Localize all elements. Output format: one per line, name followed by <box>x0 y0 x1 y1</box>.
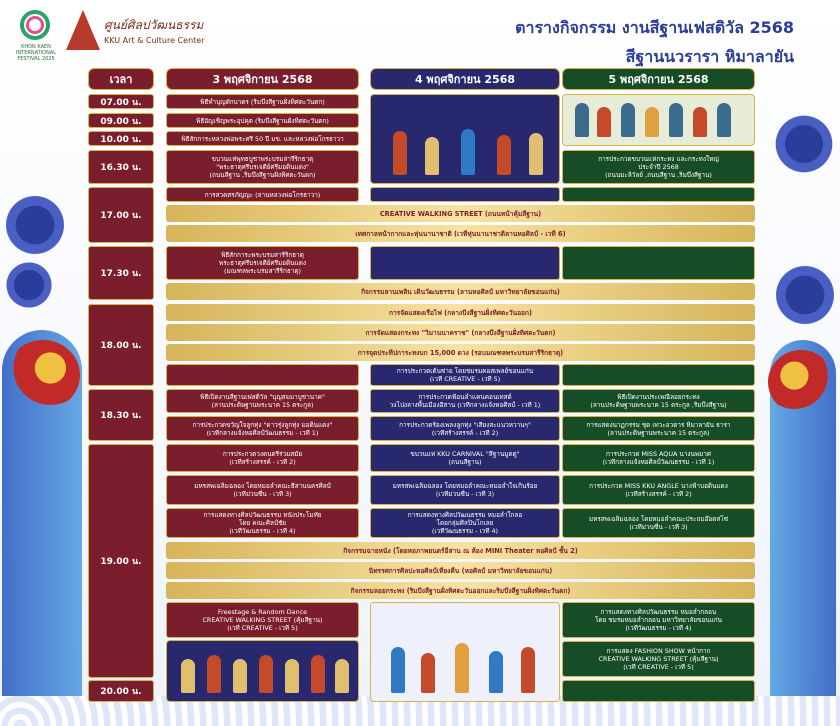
event-night-art-exhibition: นิทรรศการศิลปะหอศิลป์เทียงคืน (หอศิลป์ มหาวิทยาลัยขอนแก่น) <box>166 562 755 579</box>
event-creative-walking-street: CREATIVE WALKING STREET (ถนนหน้าคุ้มสีฐาน) <box>166 205 755 222</box>
event-day3-1900-miss-aqua: การประกวด MISS AQUA นางนพมาศ (เวทีกลางแจ้งหอศิลป์วัฒนธรรม - เวที 1) <box>562 444 755 472</box>
event-day1-1900-molam: มหรสพเฉลิมฉลอง โดยหมอลำคณะธีสานนครศิลป์ (เวทีม่วนซื่น - เวที 3) <box>166 475 359 505</box>
festival-logo <box>14 10 57 62</box>
event-krathong-display: การจัดแสดงกระทง "วิมานนาคราช" (กลางบึงสีฐานฝั่งทิศตะวันตก) <box>166 324 755 341</box>
time-slot: 09.00 น. <box>88 113 154 128</box>
event-day2-1830-phon: การประกวดฟ้อนลำแคนคอนเทสต์ วงโปงลางพื้นเมืองอีสาน (เวทีกลางแจ้งหอศิลป์ - เวที 1) <box>370 389 560 413</box>
schedule-table <box>88 68 794 708</box>
column-header-day3: 5 พฤศจิกายน 2568 <box>562 68 755 90</box>
event-day2-1900-molam-klon: การแสดงทางศิลปวัฒนธรรม หมอลำใกลอ โดยกลุ่มศิลปินโกเลย (เวทีวัฒนธรรม - เวที 4) <box>370 508 560 538</box>
column-header-time: เวลา <box>88 68 154 90</box>
event-loy-krathong: กิจกรรมลอยกระทง (ริมบึงสีฐานฝั่งทิศตะวันออกและริมบึงสีฐานฝั่งทิศตะวันตก) <box>166 582 755 599</box>
festival-logo-caption: KHON KAEN INTERNATIONAL FESTIVAL 2025 <box>15 44 57 62</box>
event-day3-molam-klon: การแสดงทางศิลปวัฒนธรรม หมอลำกลอน โดย ชมรมหมอลำกลอน มหาวิทยาลัยขอนแก่น (เวทีวัฒนธรรม - เวที 4) <box>562 602 755 638</box>
dancers-illustration-day1 <box>166 640 359 702</box>
culture-center-name: KKU Art & Culture Center <box>104 36 205 45</box>
column-header-day2: 4 พฤศจิกายน 2568 <box>370 68 560 90</box>
time-slot: 18.00 น. <box>88 304 154 386</box>
title-line-1: ตารางกิจกรรม งานสีฐานเฟสติวัล 2568 <box>515 18 794 37</box>
event-day1-0700: พิธีทำบุญตักบาตร (ริมบึงสีฐานฝั่งทิศตะวันตก) <box>166 94 359 109</box>
event-day3-1830-dance: การแสดงนาฏกรรม ชุด เทวะอวตาร หิมาลายัน ธารา (ลานประดิษฐานพระนาค 15 ตระกูล) <box>562 416 755 441</box>
page-title <box>515 16 794 70</box>
time-slot: 07.00 น. <box>88 94 154 109</box>
time-slot: 10.00 น. <box>88 131 154 146</box>
tree-decoration-left <box>0 250 64 320</box>
event-day1-freestage: Freestage & Random Dance CREATIVE WALKING STREET (คุ้มสีฐาน) (เวที CREATIVE - เวที 5) <box>166 602 359 638</box>
event-day2-1830-song: การประกวดร้องเพลงลูกทุ่ง "เสียงสะแนวหวานๆ" (เวทีสร้างสรรค์ - เวที 2) <box>370 416 560 441</box>
event-prathip: การจุดประทีปการะทงบก 15,000 ดวง (รอบมณฑลพระบรมสารีริกธาตุ) <box>166 344 755 361</box>
event-day1-1630: ขบวนแห่พุทธบูชาพระบรมสารีริกธาตุ "พระธาตุศรีบรเจดีย์ศรีมอดินแดง" (ถนนสีฐาน ,ริมบึงสีฐานฝั่งทิศตะวันตก) <box>166 150 359 184</box>
title-line-2: สีฐานนวรารา หิมาลายัน <box>625 47 794 66</box>
time-slot: 16.30 น. <box>88 150 154 184</box>
event-day1-0900: พิธีอัญเชิญพระอุปคุต (ริมบึงสีฐานฝั่งทิศตะวันตก) <box>166 113 359 128</box>
procession-illustration-day3 <box>562 94 755 146</box>
event-day3-1900-molam: มหรสพเฉลิมฉลอง โดยหมอลำคณะประถมอ๊อดสโซ่ (เวทีม่วนซื่น - เวที 3) <box>562 508 755 538</box>
culture-center-script: ศูนย์ศิลปวัฒนธรรม <box>104 18 204 32</box>
event-day2-1700-empty <box>370 187 560 202</box>
event-film-screening: กิจกรรมฉายหนัง (โดยหอภาพยนตร์อีสาน ณ ห้อง MINI Theater หอศิลป์ ชั้น 2) <box>166 542 755 559</box>
event-day3-fashion-show: การแสดง FASHION SHOW หน้ากาก CREATIVE WALKING STREET (คุ้มสีฐาน) (เวที CREATIVE - เวที 5) <box>562 641 755 677</box>
time-slot: 19.00 น. <box>88 444 154 678</box>
parade-illustration-day2 <box>370 602 560 702</box>
event-day1-1900-shadow-play: การแสดงทางศิลปวัฒนธรรม หนังประโมทัย โดย คณะศิลป์ชัย (เวทีวัฒนธรรม - เวที 4) <box>166 508 359 538</box>
event-day3-1900-miss-kku: การประกวด MISS KKU ANGLE นางฟ้าบอดินแดง (เวทีสร้างสรรค์ - เวที 2) <box>562 475 755 505</box>
time-slot: 17.30 น. <box>88 246 154 300</box>
event-day2-1900-molam: มหรสพเฉลิมฉลอง โดยหมอลำคณะหมอลำใจเกินร้อย (เวทีม่วนซื่น - เวที 3) <box>370 475 560 505</box>
event-day2-1800: การประกวดเต้นซ่าย โดยชมรมคอสเพลย์ขอนแก่น (เวที CREATIVE - เวที 5) <box>370 364 560 386</box>
event-mask-festival: เทศกาลหน้ากากและหุ่นนานาชาติ (เวทีหุ่นนานาชาติลานหอศิลป์ - เวที 6) <box>166 225 755 242</box>
event-day1-1800-empty <box>166 364 359 386</box>
event-lanploen: กิจกรรมลานเพลิน เดินวัฒนธรรม (ลานหอศิลป์ มหาวิทยาลัยขอนแก่น) <box>166 283 755 300</box>
time-slot: 17.00 น. <box>88 187 154 243</box>
kku-logo <box>66 10 100 54</box>
dancers-illustration-day2 <box>370 94 560 184</box>
event-day3-1800-empty <box>562 364 755 386</box>
event-day2-1900-carnival: ขบวนแห่ KKU CARNIVAL "สีฐานมูตตู" (ถนนสีฐาน) <box>370 444 560 472</box>
event-day3-2000-empty <box>562 680 755 702</box>
culture-center-logo <box>104 16 205 45</box>
column-header-day1: 3 พฤศจิกายน 2568 <box>166 68 359 90</box>
event-day1-1700: การสวดสรภัญญะ (ลานหลวงพ่อโกรธาวา) <box>166 187 359 202</box>
event-day3-1730-empty <box>562 246 755 280</box>
event-day1-1000: พิธีสักการะหลวงพ่อพระศรี 50 ปี มข. และหลวงพ่อโกรธาวา <box>166 131 359 146</box>
event-day1-1830-lukthung: การประกวดขวัญใจลูกทุ่ง "ดาวรุ่งลูกทุ่ง มอดินแดง" (เวทีกลางแจ้งหอศิลป์วัฒนธรรม - เวที 1) <box>166 416 359 441</box>
naga-head-left <box>6 340 80 410</box>
event-day1-1730: พิธีสักการะพระบรมสารีริกธาตุ พระธาตุศรีบรเจดีย์ศรีมอดินแดง (มณฑลพระบรมสารีริกธาตุ) <box>166 246 359 280</box>
event-fire-boat: การจัดแสดงเรือไฟ (กลางบึงสีฐานฝั่งทิศตะวันออก) <box>166 304 755 321</box>
time-slot: 20.00 น. <box>88 680 154 702</box>
event-day1-1900-band: การประกวดวงดนตรีร่วมสมัย (เวทีสร้างสรรค์ - เวที 2) <box>166 444 359 472</box>
event-day3-1630: การประกวดขบวนแห่กระทง และกระทงใหญ่ ประจำปี 2568 (ถนนมะลิวัลย์ ,ถนนสีฐาน ,ริมบึงสีฐาน) <box>562 150 755 184</box>
time-slot: 18.30 น. <box>88 389 154 441</box>
event-day2-1730-empty <box>370 246 560 280</box>
event-day1-1830-opening: พิธีเปิดงานสีฐานเฟสติวัล "บุญสมมาบูชานาค" (ลานประดิษฐานพระนาค 15 ตระกูล) <box>166 389 359 413</box>
event-day3-1830-opening: พิธีเปิดงานประเพณีลอยกระทง (ลานประดิษฐานพระนาค 15 ตระกูล ,ริมบึงสีฐาน) <box>562 389 755 413</box>
event-day3-1700-empty <box>562 187 755 202</box>
